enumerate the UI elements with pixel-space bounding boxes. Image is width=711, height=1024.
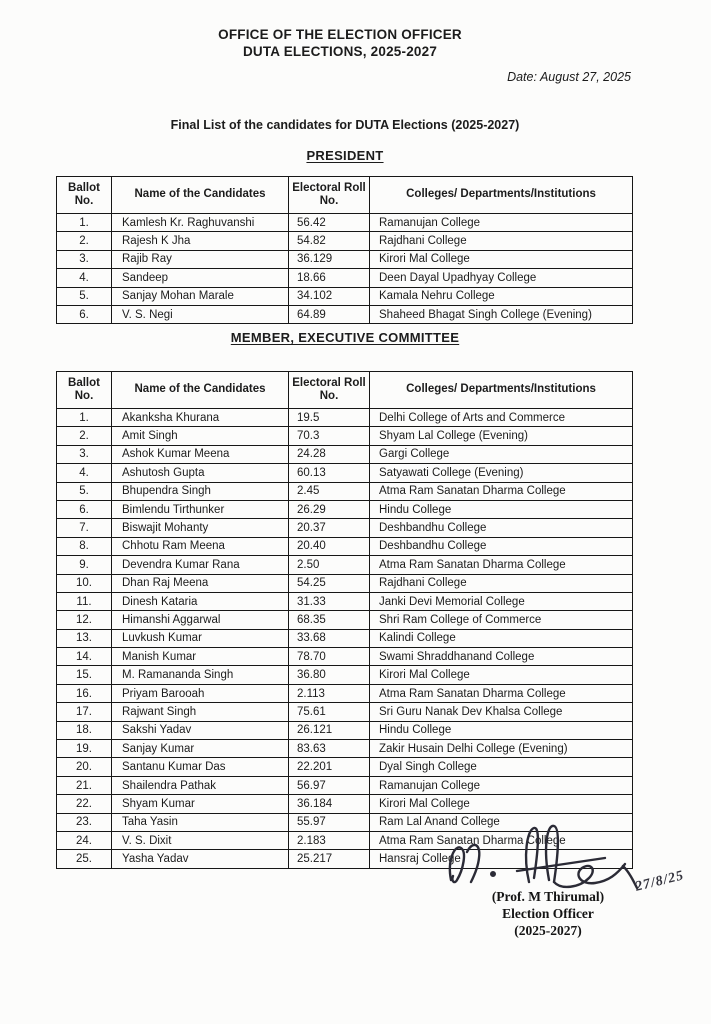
table-cell: Shyam Lal College (Evening) [370,427,633,445]
table-cell: 24.28 [289,445,370,463]
table-cell: Shailendra Pathak [112,776,289,794]
header-row [57,372,633,409]
table-cell: Shyam Kumar [112,795,289,813]
table-cell: 34.102 [289,287,370,305]
table-cell: Atma Ram Sanatan Dharma College [370,684,633,702]
column-header: Name of the Candidates [112,177,289,214]
signature-icon [433,822,663,896]
table-cell: Yasha Yadav [112,850,289,868]
table-cell: 20.40 [289,537,370,555]
table-cell: 56.42 [289,214,370,232]
table-cell: 24. [57,831,112,849]
table-cell: 64.89 [289,305,370,323]
table-row [57,574,633,592]
table-cell: Ramanujan College [370,214,633,232]
signatory-designation: Election Officer [502,906,594,921]
office-header-line1: OFFICE OF THE ELECTION OFFICER [218,27,462,42]
table-cell: Akanksha Khurana [112,409,289,427]
table-cell: Sandeep [112,269,289,287]
table-cell: Ram Lal Anand College [370,813,633,831]
table-row [57,776,633,794]
table-cell: Sakshi Yadav [112,721,289,739]
table-cell: 1. [57,409,112,427]
table-cell: Priyam Barooah [112,684,289,702]
table-row [57,721,633,739]
table-row [57,556,633,574]
table-cell: 5. [57,482,112,500]
signatory-name: (Prof. M Thirumal) [491,889,605,904]
table-cell: 75.61 [289,703,370,721]
column-header: Electoral Roll No. [289,177,370,214]
table-cell: 16. [57,684,112,702]
table-row [57,592,633,610]
table-cell: Atma Ram Sanatan Dharma College [370,831,633,849]
table-cell: Chhotu Ram Meena [112,537,289,555]
table-cell: 3. [57,250,112,268]
table-row [57,703,633,721]
table-cell: Satyawati College (Evening) [370,464,633,482]
table-row [57,269,633,287]
table-cell: Rajwant Singh [112,703,289,721]
table-cell: Deshbandhu College [370,537,633,555]
column-header: Colleges/ Departments/Institutions [370,177,633,214]
table-row [57,427,633,445]
table-cell: 2. [57,427,112,445]
office-header-line2: DUTA ELECTIONS, 2025-2027 [242,44,438,59]
table-row [57,409,633,427]
table-cell: 26.121 [289,721,370,739]
table-cell: 68.35 [289,611,370,629]
table-row [57,648,633,666]
table-cell: 11. [57,592,112,610]
table-cell: 20.37 [289,519,370,537]
table-cell: 31.33 [289,592,370,610]
table-cell: 26.29 [289,500,370,518]
table-cell: Zakir Husain Delhi College (Evening) [370,740,633,758]
table-cell: 3. [57,445,112,463]
table-cell: 21. [57,776,112,794]
table-row [57,305,633,323]
table-row [57,287,633,305]
table-cell: Rajdhani College [370,574,633,592]
table-cell: Kirori Mal College [370,250,633,268]
table-cell: 2.113 [289,684,370,702]
table-cell: Hindu College [370,500,633,518]
table-cell: 60.13 [289,464,370,482]
table-cell: 17. [57,703,112,721]
table-row [57,445,633,463]
table-cell: 2. [57,232,112,250]
table-cell: Atma Ram Sanatan Dharma College [370,482,633,500]
table-cell: Rajib Ray [112,250,289,268]
table-cell: 22. [57,795,112,813]
table-cell: 78.70 [289,648,370,666]
table-cell: 2.45 [289,482,370,500]
table-row [57,214,633,232]
table-row [57,519,633,537]
table-cell: 54.25 [289,574,370,592]
table-cell: Gargi College [370,445,633,463]
table-cell: 13. [57,629,112,647]
table-cell: Manish Kumar [112,648,289,666]
handwritten-date: 27/8/25 [634,868,686,895]
table-cell: 22.201 [289,758,370,776]
column-header: Name of the Candidates [112,372,289,409]
table-cell: 33.68 [289,629,370,647]
table-cell: 15. [57,666,112,684]
table-cell: Sri Guru Nanak Dev Khalsa College [370,703,633,721]
table-cell: Atma Ram Sanatan Dharma College [370,556,633,574]
table-cell: 6. [57,500,112,518]
table-cell: 12. [57,611,112,629]
table-row [57,684,633,702]
member-table [56,371,633,869]
table-cell: M. Ramananda Singh [112,666,289,684]
table-cell: 4. [57,464,112,482]
table-cell: Hansraj College [370,850,633,868]
table-row [57,666,633,684]
table-cell: 20. [57,758,112,776]
table-cell: 8. [57,537,112,555]
table-cell: Deshbandhu College [370,519,633,537]
table-cell: Dyal Singh College [370,758,633,776]
table-row [57,795,633,813]
table-cell: Rajesh K Jha [112,232,289,250]
table-cell: Taha Yasin [112,813,289,831]
table-cell: 4. [57,269,112,287]
table-cell: Kamala Nehru College [370,287,633,305]
table-cell: 23. [57,813,112,831]
table-cell: Shri Ram College of Commerce [370,611,633,629]
table-cell: Biswajit Mohanty [112,519,289,537]
column-header: Ballot No. [57,372,112,409]
column-header: Electoral Roll No. [289,372,370,409]
table-cell: 1. [57,214,112,232]
table-cell: 36.129 [289,250,370,268]
table-cell: Luvkush Kumar [112,629,289,647]
table-cell: 19. [57,740,112,758]
table-cell: Sanjay Mohan Marale [112,287,289,305]
table-cell: 70.3 [289,427,370,445]
table-cell: 25.217 [289,850,370,868]
table-cell: Delhi College of Arts and Commerce [370,409,633,427]
section-heading-member: MEMBER, EXECUTIVE COMMITTEE [230,330,460,345]
table-cell: 2.50 [289,556,370,574]
table-cell: Dinesh Kataria [112,592,289,610]
table-cell: Kalindi College [370,629,633,647]
table-row [57,250,633,268]
table-row [57,464,633,482]
table-cell: 18. [57,721,112,739]
table-cell: Hindu College [370,721,633,739]
table-cell: Kirori Mal College [370,795,633,813]
table-cell: Dhan Raj Meena [112,574,289,592]
table-cell: 6. [57,305,112,323]
table-cell: Santanu Kumar Das [112,758,289,776]
table-row [57,758,633,776]
table-cell: Swami Shraddhanand College [370,648,633,666]
table-cell: 54.82 [289,232,370,250]
table-cell: Amit Singh [112,427,289,445]
header-row [57,177,633,214]
table-cell: 2.183 [289,831,370,849]
table-row [57,611,633,629]
table-cell: Kirori Mal College [370,666,633,684]
table-cell: Ramanujan College [370,776,633,794]
table-cell: 25. [57,850,112,868]
table-cell: V. S. Dixit [112,831,289,849]
table-cell: Bimlendu Tirthunker [112,500,289,518]
table-cell: 7. [57,519,112,537]
table-cell: 36.80 [289,666,370,684]
table-cell: Bhupendra Singh [112,482,289,500]
table-cell: Deen Dayal Upadhyay College [370,269,633,287]
signatory-term: (2025-2027) [514,923,582,938]
table-cell: 19.5 [289,409,370,427]
table-cell: V. S. Negi [112,305,289,323]
table-cell: Ashok Kumar Meena [112,445,289,463]
document-date: Date: August 27, 2025 [507,70,631,84]
column-header: Colleges/ Departments/Institutions [370,372,633,409]
table-cell: 55.97 [289,813,370,831]
office-header [0,26,680,60]
signature-block [423,822,686,939]
table-cell: Janki Devi Memorial College [370,592,633,610]
table-cell: Rajdhani College [370,232,633,250]
table-row [57,537,633,555]
table-cell: 10. [57,574,112,592]
table-cell: 5. [57,287,112,305]
table-cell: Kamlesh Kr. Raghuvanshi [112,214,289,232]
table-cell: 14. [57,648,112,666]
table-row [57,629,633,647]
table-row [57,740,633,758]
table-cell: 36.184 [289,795,370,813]
table-cell: Shaheed Bhagat Singh College (Evening) [370,305,633,323]
table-cell: Devendra Kumar Rana [112,556,289,574]
column-header: Ballot No. [57,177,112,214]
table-cell: 56.97 [289,776,370,794]
table-cell: Himanshi Aggarwal [112,611,289,629]
section-heading-president: PRESIDENT [306,148,384,163]
table-cell: Ashutosh Gupta [112,464,289,482]
table-cell: 83.63 [289,740,370,758]
table-row [57,500,633,518]
president-table [56,176,633,324]
table-cell: 18.66 [289,269,370,287]
table-row [57,482,633,500]
table-cell: 9. [57,556,112,574]
table-row [57,232,633,250]
document-subtitle: Final List of the candidates for DUTA Elections (2025-2027) [170,118,520,132]
table-cell: Sanjay Kumar [112,740,289,758]
